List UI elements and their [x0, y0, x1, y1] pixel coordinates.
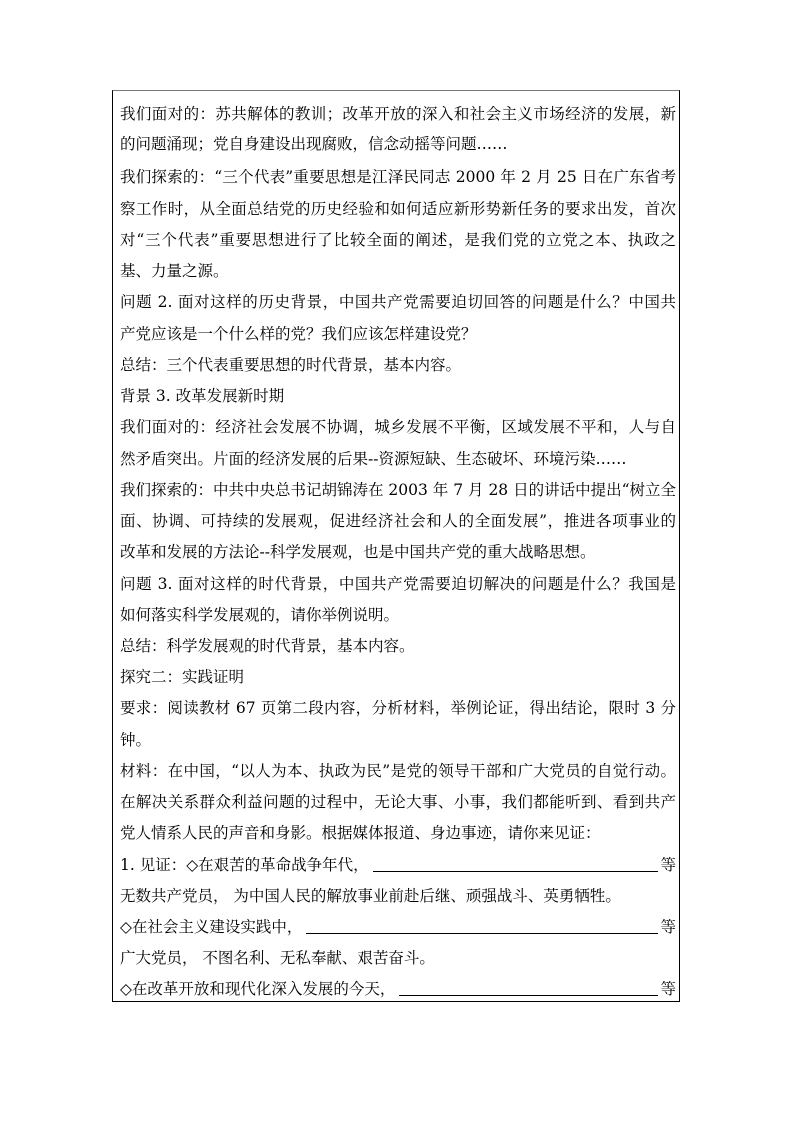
- fill-suffix: 等: [660, 856, 676, 874]
- text-line: 的问题涌现；党自身建设出现腐败，信念动摇等问题……: [120, 135, 508, 153]
- text-line: 无数共产党员， 为中国人民的解放事业前赴后继、顽强战斗、英勇牺牲。: [120, 887, 621, 905]
- text-line: 我们面对的：经济社会发展不协调，城乡发展不平衡，区域发展不平和，人与自: [120, 418, 676, 436]
- fill-in-line: [120, 979, 676, 999]
- text-line: 我们探索的：中共中央总书记胡锦涛在 2003 年 7 月 28 日的讲话中提出“树立全: [120, 481, 677, 499]
- text-line: 如何落实科学发展观的，请你举例说明。: [120, 606, 400, 624]
- text-line: 要求：阅读教材 67 页第二段内容，分析材料，举例论证，得出结论，限时 3 分: [120, 699, 676, 717]
- text-line: 问题 3. 面对这样的时代背景，中国共产党需要迫切解决的问题是什么？我国是: [120, 575, 676, 593]
- section-heading: 背景 3. 改革发展新时期: [120, 387, 285, 405]
- answer-blank[interactable]: [306, 919, 658, 934]
- fill-suffix: 等: [660, 980, 676, 998]
- text-line: 察工作时，从全面总结党的历史经验和如何适应新形势新任务的要求出发，首次: [120, 200, 676, 218]
- text-line: 广大党员， 不图名利、无私奉献、艰苦奋斗。: [120, 949, 435, 967]
- fill-in-line: [120, 917, 676, 937]
- text-line: 党人情系人民的声音和身影。根据媒体报道、身边事迹，请你来见证：: [120, 824, 601, 842]
- fill-prefix: ◇在改革开放和现代化深入发展的今天，: [120, 980, 396, 998]
- text-line: 在解决关系群众利益问题的过程中，无论大事、小事，我们都能听到、看到共产: [120, 793, 676, 811]
- text-line: 问题 2. 面对这样的历史背景，中国共产党需要迫切回答的问题是什么？中国共: [120, 293, 676, 311]
- answer-blank[interactable]: [399, 981, 658, 996]
- fill-suffix: 等: [660, 918, 676, 936]
- text-line: 产党应该是一个什么样的党？我们应该怎样建设党？: [120, 325, 477, 343]
- text-line: 材料：在中国，“以人为本、执政为民”是党的领导干部和广大党员的自觉行动。: [120, 762, 676, 780]
- text-line: 对“三个代表”重要思想进行了比较全面的阐述，是我们党的立党之本、执政之: [120, 231, 676, 249]
- answer-blank[interactable]: [373, 857, 659, 872]
- fill-prefix: 1. 见证：◇在艰苦的革命战争年代，: [120, 856, 369, 874]
- text-line: 我们面对的：苏共解体的教训；改革开放的深入和社会主义市场经济的发展，新: [120, 105, 676, 123]
- text-line: 总结：科学发展观的时代背景，基本内容。: [120, 637, 415, 655]
- fill-in-line: [120, 855, 676, 875]
- fill-prefix: ◇在社会主义建设实践中，: [120, 918, 303, 936]
- section-heading: 探究二：实践证明: [120, 668, 245, 686]
- text-line: 钟。: [120, 731, 152, 749]
- text-line: 我们探索的：“三个代表”重要思想是江泽民同志 2000 年 2 月 25 日在广东省考: [120, 168, 676, 186]
- text-line: 基、力量之源。: [120, 262, 229, 280]
- text-line: 改革和发展的方法论--科学发展观，也是中国共产党的重大战略思想。: [120, 543, 596, 561]
- text-line: 然矛盾突出。片面的经济发展的后果--资源短缺、生态破坏、环境污染……: [120, 450, 627, 468]
- text-line: 面、协调、可持续的发展观，促进经济社会和人的全面发展”，推进各项事业的: [120, 512, 676, 530]
- text-line: 总结：三个代表重要思想的时代背景，基本内容。: [120, 356, 462, 374]
